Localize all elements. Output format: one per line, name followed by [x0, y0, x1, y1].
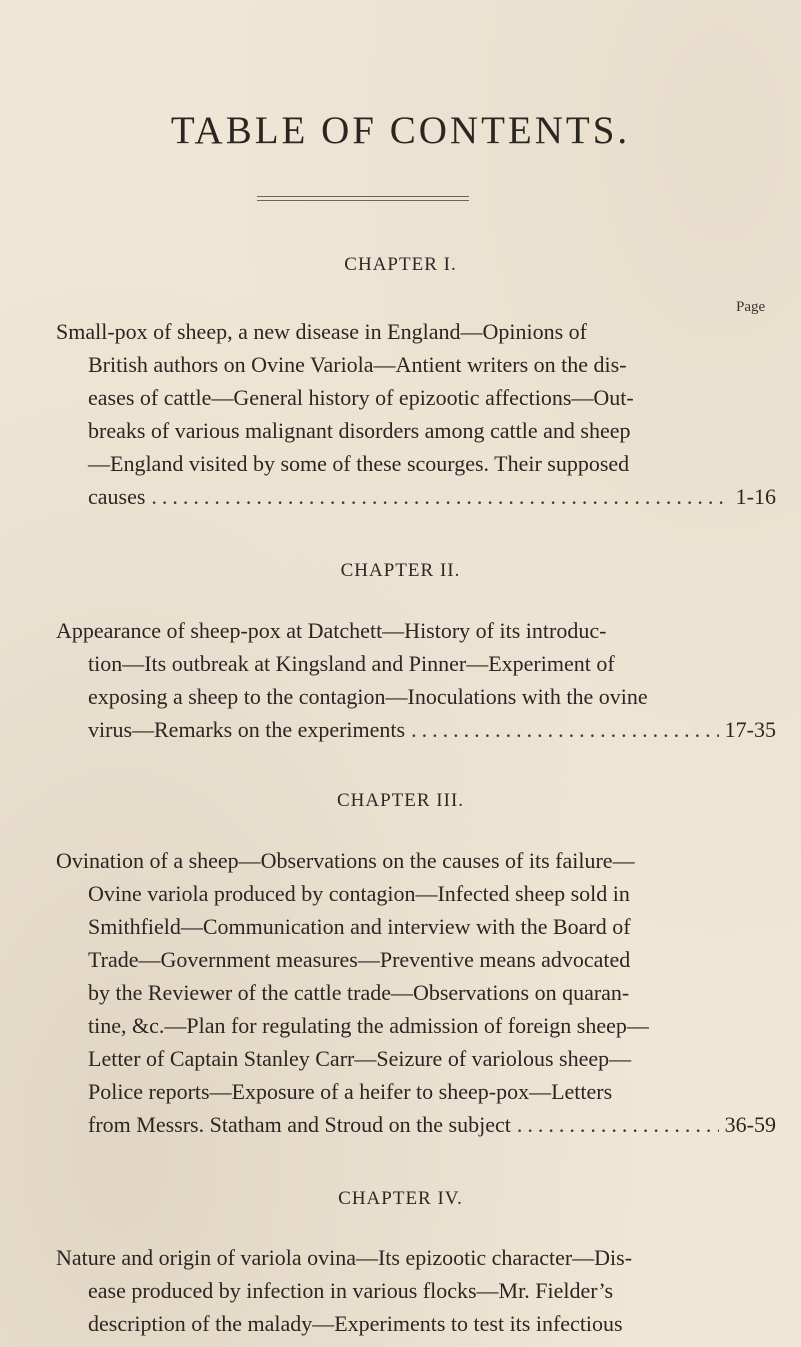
chapter-2-line: exposing a sheep to the contagion—Inoculations with the ovine: [88, 684, 648, 709]
chapter-2-pages: 17-35: [724, 717, 776, 742]
chapter-3-line: Letter of Captain Stanley Carr—Seizure of variolous sheep—: [88, 1046, 632, 1071]
chapter-4-heading: CHAPTER IV.: [338, 1188, 463, 1209]
chapter-4-line: ease produced by infection in various flocks—Mr. Fielder’s: [88, 1278, 614, 1303]
title-double-rule: [257, 196, 469, 201]
chapter-3-pages: 36-59: [724, 1112, 776, 1137]
chapter-1-line: British authors on Ovine Variola—Antient writers on the dis-: [88, 352, 627, 377]
chapter-1-line: Small-pox of sheep, a new disease in England—Opinions of: [56, 319, 587, 344]
chapter-2-line: Appearance of sheep-pox at Datchett—History of its introduc-: [56, 618, 607, 643]
chapter-3-line: tine, &c.—Plan for regulating the admission of foreign sheep—: [88, 1013, 649, 1038]
chapter-1-final-line: [88, 482, 776, 512]
chapter-3-line: Trade—Government measures—Preventive means advocated: [88, 947, 631, 972]
chapter-3-final-text: from Messrs. Statham and Stroud on the subject: [88, 1112, 511, 1137]
chapter-1-heading: CHAPTER I.: [344, 254, 457, 275]
chapter-3-line: Smithfield—Communication and interview with the Board of: [88, 914, 631, 939]
page-column-label: Page: [736, 299, 766, 315]
chapter-3-final-line: [88, 1110, 776, 1140]
chapter-1-line: —England visited by some of these scourges. Their supposed: [88, 451, 630, 476]
chapter-2-final-text: virus—Remarks on the experiments: [88, 717, 406, 742]
chapter-3-line: Police reports—Exposure of a heifer to sheep-pox—Letters: [88, 1079, 613, 1104]
page-title: TABLE OF CONTENTS.: [170, 109, 631, 152]
chapter-3-line: Ovine variola produced by contagion—Infected sheep sold in: [88, 881, 630, 906]
chapter-3-line: Ovination of a sheep—Observations on the causes of its failure—: [56, 848, 635, 873]
chapter-1-line: eases of cattle—General history of epizootic affections—Out-: [88, 385, 634, 410]
chapter-2-heading: CHAPTER II.: [340, 560, 461, 581]
chapter-1-line: breaks of various malignant disorders among cattle and sheep: [88, 418, 631, 443]
chapter-3-heading: CHAPTER III.: [336, 790, 465, 811]
chapter-4-line: description of the malady—Experiments to test its infectious: [88, 1311, 623, 1336]
chapter-2-line: tion—Its outbreak at Kingsland and Pinner—Experiment of: [88, 651, 615, 676]
chapter-3-line: by the Reviewer of the cattle trade—Observations on quaran-: [88, 980, 630, 1005]
dot-leader: [151, 482, 729, 512]
chapter-1-final-text: causes: [88, 484, 146, 509]
chapter-4-line: Nature and origin of variola ovina—Its epizootic character—Dis-: [56, 1245, 633, 1270]
dot-leader: [517, 1110, 719, 1140]
chapter-1-pages: 1-16: [735, 484, 776, 509]
chapter-2-final-line: [88, 715, 776, 745]
dot-leader: [411, 715, 719, 745]
